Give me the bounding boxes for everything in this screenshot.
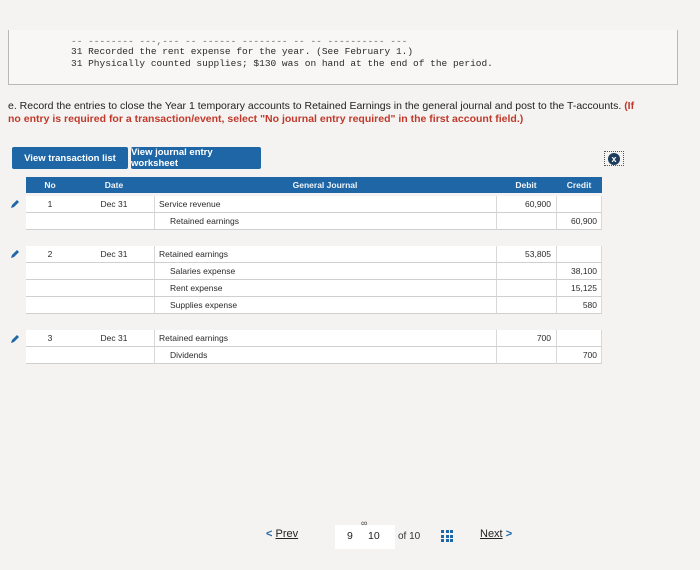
account-cell[interactable]: Salaries expense: [154, 263, 496, 280]
entry-date-cell[interactable]: [74, 347, 154, 364]
notes-line-rent: 31 Recorded the rent expense for the year. (See February 1.): [71, 46, 414, 57]
prev-button[interactable]: [266, 528, 298, 540]
header-debit: Debit: [496, 177, 556, 193]
page-number-prev[interactable]: 9: [347, 530, 353, 542]
credit-cell[interactable]: [556, 196, 602, 213]
edit-pencil-icon[interactable]: [10, 249, 20, 259]
entry-date-cell[interactable]: Dec 31: [74, 196, 154, 213]
entry-date-cell[interactable]: Dec 31: [74, 330, 154, 347]
next-label: Next: [480, 528, 503, 540]
entry-no-cell[interactable]: 3: [26, 330, 74, 347]
page-number-current[interactable]: 10: [368, 530, 380, 542]
header-date: Date: [74, 177, 154, 193]
chevron-left-icon: <: [266, 528, 273, 540]
credit-cell[interactable]: [556, 330, 602, 347]
entry-date-cell[interactable]: [74, 213, 154, 230]
entry-no-cell[interactable]: 2: [26, 246, 74, 263]
entry-no-cell[interactable]: [26, 347, 74, 364]
header-no: No: [26, 177, 74, 193]
debit-cell[interactable]: [496, 213, 556, 230]
page-number-box: [335, 525, 395, 549]
account-cell[interactable]: Dividends: [154, 347, 496, 364]
debit-cell[interactable]: [496, 347, 556, 364]
account-cell[interactable]: Retained earnings: [154, 213, 496, 230]
entry-date-cell[interactable]: Dec 31: [74, 246, 154, 263]
next-button[interactable]: [480, 528, 512, 540]
view-transaction-list-button[interactable]: View transaction list: [12, 147, 128, 169]
debit-cell[interactable]: [496, 280, 556, 297]
account-cell[interactable]: Supplies expense: [154, 297, 496, 314]
grid-menu-icon[interactable]: [441, 530, 453, 542]
entry-date-cell[interactable]: [74, 280, 154, 297]
instructions-no-entry: no entry is required for a transaction/event, select "No journal entry required" in the first account field.): [8, 113, 524, 125]
credit-cell[interactable]: [556, 246, 602, 263]
credit-cell[interactable]: 15,125: [556, 280, 602, 297]
debit-cell[interactable]: [496, 263, 556, 280]
edit-pencil-icon[interactable]: [10, 199, 20, 209]
credit-cell[interactable]: 580: [556, 297, 602, 314]
entry-no-cell[interactable]: [26, 263, 74, 280]
instructions-main: e. Record the entries to close the Year 1 temporary accounts to Retained Earnings in the general journal and post to the T-accounts.: [8, 100, 622, 112]
instructions-text: [8, 100, 694, 126]
page-total: of 10: [398, 531, 421, 542]
account-cell[interactable]: Service revenue: [154, 196, 496, 213]
view-journal-worksheet-button[interactable]: View journal entry worksheet: [131, 147, 261, 169]
entry-date-cell[interactable]: [74, 263, 154, 280]
transaction-notes-panel: [8, 30, 678, 85]
debit-cell[interactable]: 53,805: [496, 246, 556, 263]
entry-no-cell[interactable]: 1: [26, 196, 74, 213]
close-button[interactable]: [604, 151, 624, 166]
entry-no-cell[interactable]: [26, 297, 74, 314]
link-icon: ∞: [361, 518, 368, 528]
credit-cell[interactable]: 700: [556, 347, 602, 364]
account-cell[interactable]: Retained earnings: [154, 330, 496, 347]
header-credit: Credit: [556, 177, 602, 193]
notes-line-truncated: -- -------- ---,--- -- ------ -------- -- -- ---------- ---: [71, 36, 408, 47]
instructions-if: (If: [624, 100, 635, 112]
entry-no-cell[interactable]: [26, 280, 74, 297]
entry-date-cell[interactable]: [74, 297, 154, 314]
account-cell[interactable]: Rent expense: [154, 280, 496, 297]
debit-cell[interactable]: 700: [496, 330, 556, 347]
prev-label: Prev: [275, 528, 299, 540]
header-general-journal: General Journal: [154, 177, 496, 193]
account-cell[interactable]: Retained earnings: [154, 246, 496, 263]
debit-cell[interactable]: [496, 297, 556, 314]
chevron-right-icon: >: [505, 528, 513, 540]
close-icon: x: [608, 153, 620, 165]
credit-cell[interactable]: 60,900: [556, 213, 602, 230]
debit-cell[interactable]: 60,900: [496, 196, 556, 213]
credit-cell[interactable]: 38,100: [556, 263, 602, 280]
notes-line-supplies: 31 Physically counted supplies; $130 was on hand at the end of the period.: [71, 58, 493, 69]
edit-pencil-icon[interactable]: [10, 334, 20, 344]
entry-no-cell[interactable]: [26, 213, 74, 230]
